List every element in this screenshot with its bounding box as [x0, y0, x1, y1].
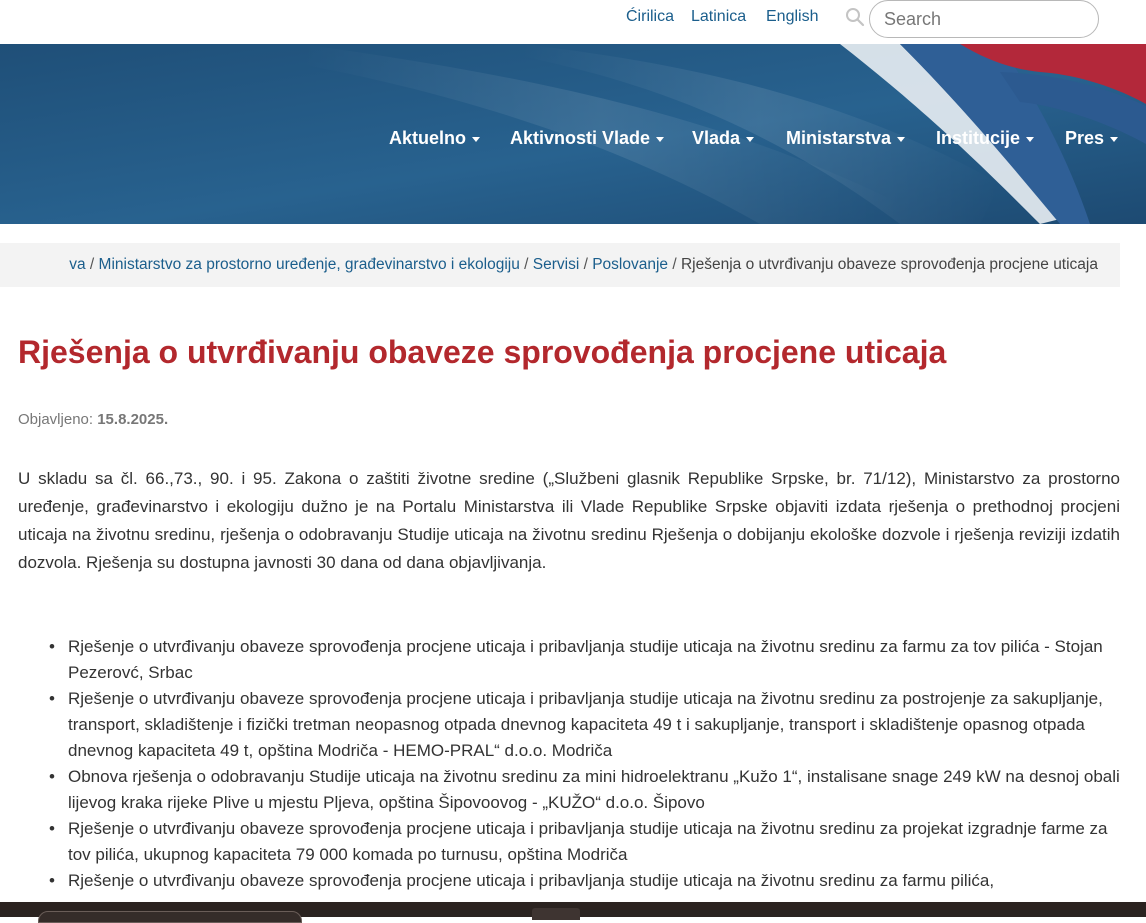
list-item[interactable]: • Obnova rješenja o odobravanju Studije uticaja na životnu sredinu za mini hidroelektranu „Kužo 1“, instalisane snage 249 kW na desnoj obali lijevog kraka rijeke Plive u mjestu Pljeva, opština Šipovoovog - „KUŽO“ d.o.o. Šipovo — [68, 764, 1120, 816]
list-item[interactable]: • Rješenje o utvrđivanju obaveze sprovođenja procjene uticaja i pribavljanja studije uticaja na životnu sredinu za postrojenje za sakupljanje, transport, skladištenje i fizički tretman neopasnog otpada dnevnog kapaciteta 49 t i sakupljanje, transport i skladištenje opasnog otpada dnevnog kapaciteta 49 t, opština Modriča - HEMO-PRAL“ d.o.o. Modriča — [68, 686, 1120, 764]
published-date-value: 15.8.2025. — [97, 411, 169, 428]
language-cyrillic-link[interactable]: Ćirilica — [626, 8, 674, 25]
list-item[interactable]: • Rješenje o utvrđivanju obaveze sprovođenja procjene uticaja i pribavljanja studije uticaja na životnu sredinu za farmu pilića, — [68, 868, 1120, 894]
caret-down-icon — [897, 137, 905, 142]
breadcrumb-link[interactable]: Poslovanje — [592, 256, 669, 273]
caret-down-icon — [656, 137, 664, 142]
caret-down-icon — [1026, 137, 1034, 142]
breadcrumb — [0, 243, 1120, 287]
taskbar-item[interactable] — [38, 911, 302, 923]
intro-paragraph: U skladu sa čl. 66.,73., 90. i 95. Zakona o zaštiti životne sredine („Službeni glasnik Republike Srpske, br. 71/12), Ministarstvo za prostorno uređenje, građevinarstvo i ekologiju dužno je na Portalu Ministarstva ili Vlade Republike Srpske objaviti izdata rješenja o prethodnoj procjeni uticaja na životnu sredinu, rješenja o odobravanju Studije uticaja na životnu sredinu Rješenja o dobijanju ekološke dozvole i rješenja reviziji izdatih dozvola. Rješenja su dostupna javnosti 30 dana od dana objavljivanja. — [18, 469, 1120, 572]
header-banner — [0, 44, 1146, 224]
breadcrumb-separator: / — [85, 256, 99, 273]
list-item[interactable]: • Rješenje o utvrđivanju obaveze sprovođenja procjene uticaja i pribavljanja studije uticaja na životnu sredinu za farmu za tov pilića - Stojan Pezerovć, Srbac — [68, 634, 1120, 686]
nav-item-pres[interactable] — [1065, 128, 1118, 149]
browser-bottom-bar — [0, 902, 1146, 917]
language-english-link[interactable]: English — [766, 8, 819, 25]
breadcrumb-current: Rješenja o utvrđivanju obaveze sprovođenja procjene uticaja — [680, 256, 1098, 273]
breadcrumb-link[interactable]: va — [69, 256, 86, 273]
search-input[interactable] — [869, 0, 1099, 38]
nav-item-label: Ministarstva — [786, 128, 892, 148]
published-date — [18, 411, 168, 428]
nav-item-label: Pres — [1065, 128, 1105, 148]
caret-down-icon — [1110, 137, 1118, 142]
published-label: Objavljeno: — [18, 411, 94, 428]
breadcrumb-separator: / — [519, 256, 533, 273]
list-item[interactable]: • Rješenje o utvrđivanju obaveze sprovođenja procjene uticaja i pribavljanja studije uticaja na životnu sredinu za projekat izgradnje farme za tov pilića, ukupnog kapaciteta 79 000 komada po turnusu, opština Modriča — [68, 816, 1120, 868]
nav-item-institucije[interactable] — [936, 128, 1034, 149]
caret-down-icon — [472, 137, 480, 142]
taskbar-item[interactable] — [532, 908, 580, 920]
nav-item-label: Aktuelno — [389, 128, 467, 148]
nav-item-aktuelno[interactable] — [389, 128, 480, 149]
breadcrumb-separator: / — [668, 256, 681, 273]
nav-item-vlada[interactable] — [692, 128, 754, 149]
nav-item-aktivnosti-vlade[interactable] — [510, 128, 664, 149]
breadcrumb-link[interactable]: Ministarstvo za prostorno uređenje, građevinarstvo i ekologiju — [98, 256, 520, 273]
decisions-list — [18, 634, 1120, 894]
breadcrumb-link[interactable]: Servisi — [532, 256, 580, 273]
nav-item-label: Aktivnosti Vlade — [510, 128, 651, 148]
page-title: Rješenja o utvrđivanju obaveze sprovođenja procjene uticaja — [18, 334, 947, 370]
search-icon[interactable] — [845, 7, 865, 27]
breadcrumb-separator: / — [579, 256, 593, 273]
caret-down-icon — [746, 137, 754, 142]
main-navigation — [0, 128, 1146, 158]
language-latin-link[interactable]: Latinica — [691, 8, 747, 25]
top-utility-bar — [0, 0, 1146, 44]
nav-item-label: Vlada — [692, 128, 741, 148]
nav-item-label: Institucije — [936, 128, 1021, 148]
nav-item-ministarstva[interactable] — [786, 128, 905, 149]
